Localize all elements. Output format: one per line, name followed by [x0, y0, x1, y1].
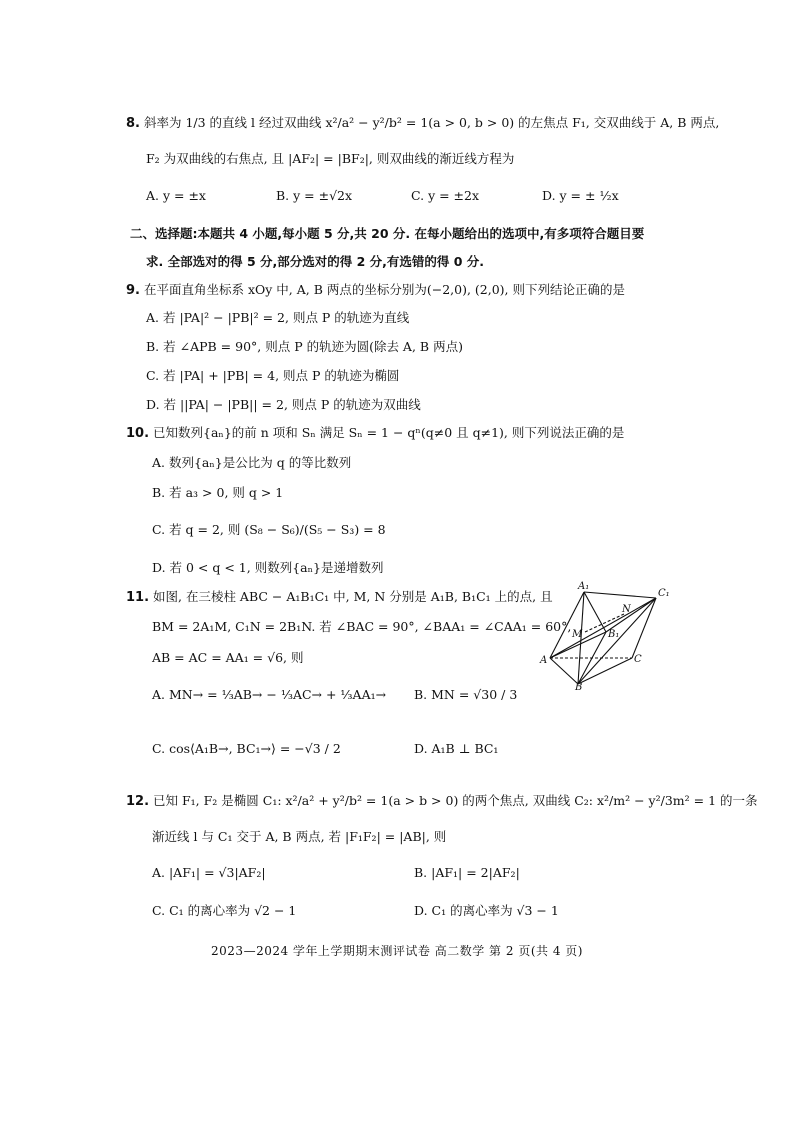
question-10-option-c: C. 若 q = 2, 则 (S₈ − S₆)/(S₅ − S₃) = 8: [152, 522, 386, 537]
question-10-option-b: B. 若 a₃ > 0, 则 q > 1: [152, 485, 284, 500]
question-9-text-1: 在平面直角坐标系 xOy 中, A, B 两点的坐标分别为(−2,0), (2,0), 则下列结论正确的是: [143, 282, 625, 297]
question-12-text-1: 已知 F₁, F₂ 是椭圆 C₁: x²/a² + y²/b² = 1(a > b > 0) 的两个焦点, 双曲线 C₂: x²/m² − y²/3m² = 1 的一条: [153, 793, 758, 808]
question-10-option-a: A. 数列{aₙ}是公比为 q 的等比数列: [152, 455, 352, 470]
question-11-option-d: D. A₁B ⊥ BC₁: [414, 741, 499, 756]
prism-figure: [538, 580, 678, 690]
question-9-option-b: B. 若 ∠APB = 90°, 则点 P 的轨迹为圆(除去 A, B 两点): [146, 339, 463, 354]
question-9-line-1: [126, 281, 625, 300]
question-8-option-d: D. y = ± ½x: [542, 188, 619, 203]
label-b: B: [575, 682, 583, 690]
question-12-line-1: [126, 792, 758, 811]
label-a: A: [540, 655, 548, 666]
question-8-line-2: F₂ 为双曲线的右焦点, 且 |AF₂| = |BF₂|, 则双曲线的渐近线方程为: [146, 151, 515, 166]
question-11-number: 11.: [126, 590, 150, 605]
question-11-line-1: [126, 588, 553, 607]
question-11-option-b: B. MN = √30 / 3: [414, 687, 518, 702]
question-12-option-d: D. C₁ 的离心率为 √3 − 1: [414, 903, 559, 918]
question-12-line-2: 渐近线 l 与 C₁ 交于 A, B 两点, 若 |F₁F₂| = |AB|, 则: [152, 829, 447, 844]
label-c1: C₁: [658, 588, 670, 599]
question-8-option-b: B. y = ±√2x: [276, 188, 353, 203]
edge-bc: [578, 658, 632, 684]
question-9-option-d: D. 若 ||PA| − |PB|| = 2, 则点 P 的轨迹为双曲线: [146, 397, 421, 412]
edge-a1b1: [584, 592, 606, 632]
question-10-line-1: [126, 424, 624, 443]
label-a1: A₁: [578, 581, 590, 592]
question-8-option-a: A. y = ±x: [146, 188, 206, 203]
label-m: M: [572, 629, 583, 640]
section-2-header-line-2: 求. 全部选对的得 5 分,部分选对的得 2 分,有选错的得 0 分.: [146, 254, 485, 269]
question-10-number: 10.: [126, 426, 150, 441]
question-11-option-a: A. MN→ = ⅓AB→ − ⅓AC→ + ⅓AA₁→: [152, 687, 387, 702]
question-10-option-d: D. 若 0 < q < 1, 则数列{aₙ}是递增数列: [152, 560, 384, 575]
question-8-option-c: C. y = ±2x: [411, 188, 480, 203]
question-8-text-1: 斜率为 1/3 的直线 l 经过双曲线 x²/a² − y²/b² = 1(a > 0, b > 0) 的左焦点 F₁, 交双曲线于 A, B 两点,: [143, 115, 720, 130]
question-10-text-1: 已知数列{aₙ}的前 n 项和 Sₙ 满足 Sₙ = 1 − qⁿ(q≠0 且 q≠1), 则下列说法正确的是: [153, 425, 625, 440]
question-8-number: 8.: [126, 116, 140, 131]
edge-a1c1: [584, 592, 656, 598]
question-11-option-c: C. cos⟨A₁B→, BC₁→⟩ = −√3 / 2: [152, 741, 341, 756]
section-2-header-line-1: 二、选择题:本题共 4 小题,每小题 5 分,共 20 分. 在每小题给出的选项中,有多项符合题目要: [130, 226, 645, 241]
segment-bc1: [578, 598, 656, 684]
edge-b1c1: [606, 598, 656, 632]
question-9-number: 9.: [126, 283, 140, 298]
label-n: N: [622, 604, 631, 615]
question-11-line-2: BM = 2A₁M, C₁N = 2B₁N. 若 ∠BAC = 90°, ∠BAA₁ = ∠CAA₁ = 60°,: [152, 619, 572, 634]
question-11-text-1: 如图, 在三棱柱 ABC − A₁B₁C₁ 中, M, N 分别是 A₁B, B₁C₁ 上的点, 且: [153, 589, 553, 604]
edge-ab: [550, 658, 578, 684]
page-footer: 2023—2024 学年上学期期末测评试卷 高二数学 第 2 页(共 4 页): [211, 944, 583, 958]
label-b1: B₁: [608, 629, 620, 640]
question-11-line-3: AB = AC = AA₁ = √6, 则: [152, 650, 304, 665]
question-12-number: 12.: [126, 794, 150, 809]
question-9-option-a: A. 若 |PA|² − |PB|² = 2, 则点 P 的轨迹为直线: [146, 310, 410, 325]
edge-c1c: [632, 598, 656, 658]
question-12-option-a: A. |AF₁| = √3|AF₂|: [152, 865, 266, 880]
question-12-option-c: C. C₁ 的离心率为 √2 − 1: [152, 903, 297, 918]
question-8-line-1: [126, 114, 719, 133]
label-c: C: [634, 654, 642, 665]
question-9-option-c: C. 若 |PA| + |PB| = 4, 则点 P 的轨迹为椭圆: [146, 368, 400, 383]
question-12-option-b: B. |AF₁| = 2|AF₂|: [414, 865, 520, 880]
